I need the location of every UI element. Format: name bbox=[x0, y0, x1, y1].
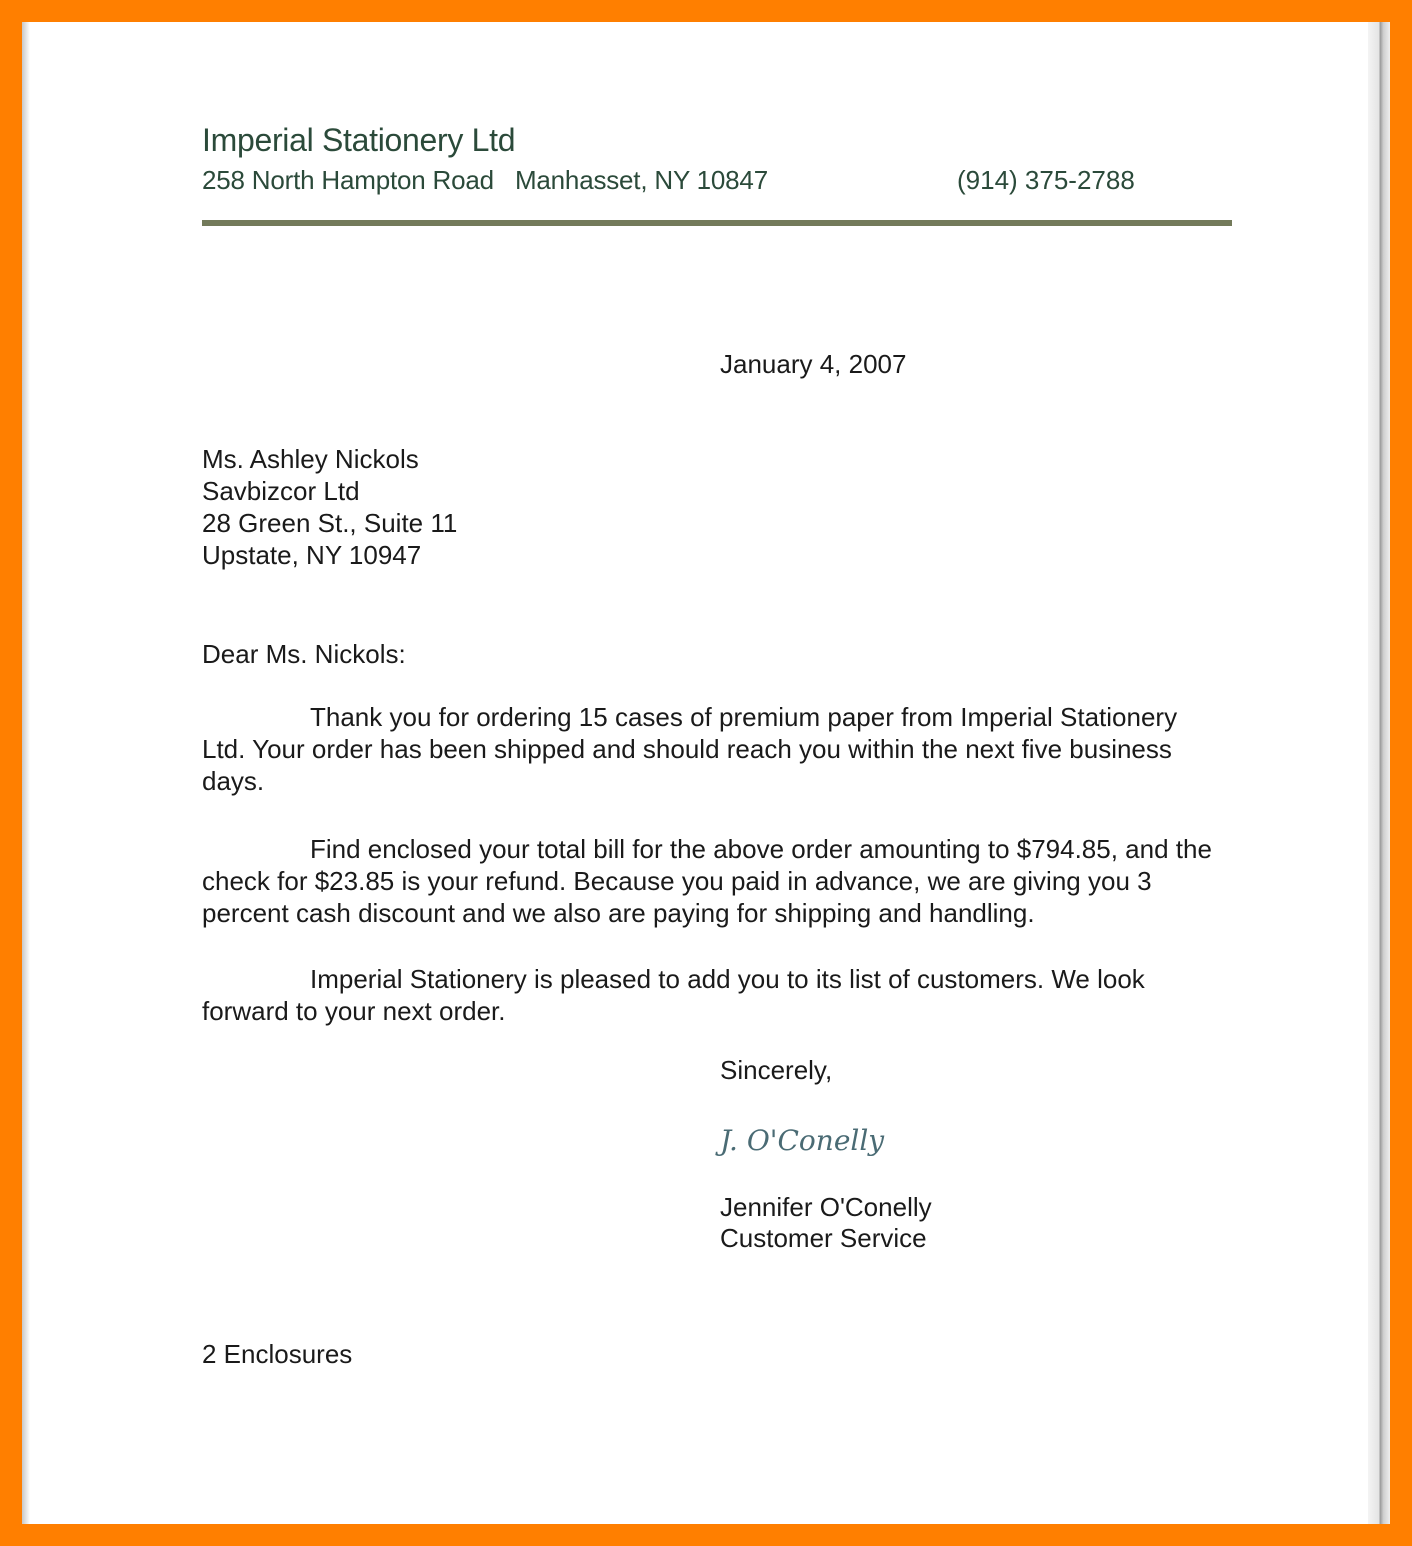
company-address: 258 North Hampton Road Manhasset, NY 10847 bbox=[202, 165, 768, 195]
page-left-edge bbox=[22, 22, 30, 1524]
salutation: Dear Ms. Nickols: bbox=[202, 639, 406, 669]
signer-name: Jennifer O'Conelly bbox=[720, 1192, 932, 1222]
company-phone: (914) 375-2788 bbox=[957, 165, 1135, 195]
paragraph-line: Thank you for ordering 15 cases of premium paper from Imperial Stationery bbox=[310, 702, 1178, 732]
recipient-city: Upstate, NY 10947 bbox=[202, 540, 422, 570]
paragraph-line: Imperial Stationery is pleased to add you to its list of customers. We look bbox=[310, 964, 1145, 994]
company-name: Imperial Stationery Ltd bbox=[202, 122, 516, 158]
paragraph-line: Find enclosed your total bill for the above order amounting to $794.85, and the bbox=[310, 834, 1212, 864]
body-paragraph-2 bbox=[202, 833, 1212, 929]
page-right-edge bbox=[1368, 22, 1390, 1524]
signer-block bbox=[720, 1192, 932, 1254]
enclosures-note: 2 Enclosures bbox=[202, 1339, 353, 1369]
letter-date: January 4, 2007 bbox=[720, 349, 907, 379]
body-paragraph-1 bbox=[202, 701, 1177, 797]
recipient-company: Savbizcor Ltd bbox=[202, 476, 360, 506]
paragraph-line: check for $23.85 is your refund. Because you paid in advance, we are giving you 3 bbox=[202, 866, 1152, 896]
paragraph-line: percent cash discount and we also are paying for shipping and handling. bbox=[202, 898, 1035, 928]
letterhead-rule bbox=[202, 220, 1232, 226]
handwritten-signature: J. O'Conelly bbox=[720, 1124, 885, 1157]
paragraph-line: Ltd. Your order has been shipped and should reach you within the next five business bbox=[202, 734, 1172, 764]
recipient-street: 28 Green St., Suite 11 bbox=[202, 508, 458, 538]
signer-title: Customer Service bbox=[720, 1223, 927, 1253]
recipient-block bbox=[202, 443, 457, 571]
body-paragraph-3 bbox=[202, 963, 1145, 1027]
letter-page bbox=[22, 22, 1390, 1524]
closing: Sincerely, bbox=[720, 1055, 833, 1085]
recipient-name: Ms. Ashley Nickols bbox=[202, 444, 419, 474]
paragraph-line: forward to your next order. bbox=[202, 996, 506, 1026]
paragraph-line: days. bbox=[202, 766, 265, 796]
